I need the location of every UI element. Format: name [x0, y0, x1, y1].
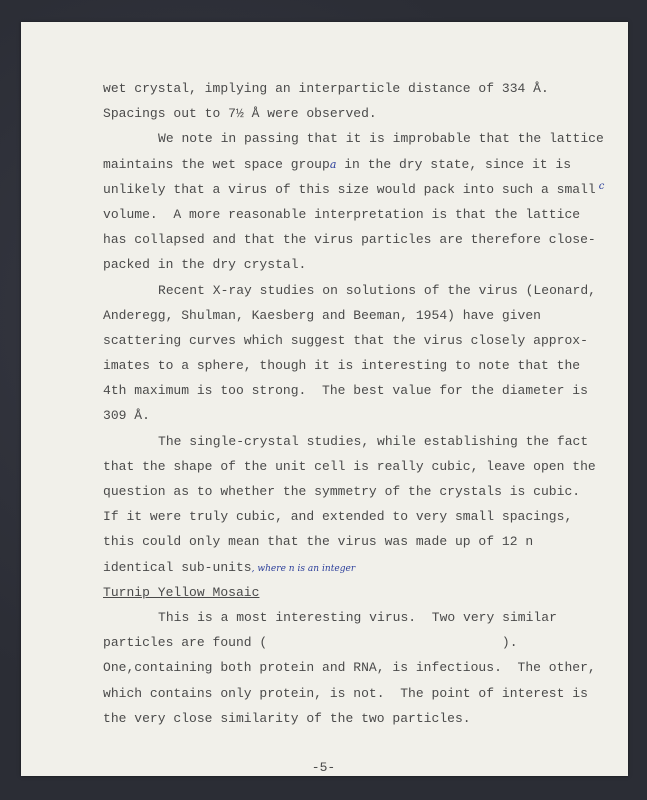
line-text: The single-crystal studies, while establishing the fact — [158, 433, 589, 449]
line-text: Anderegg, Shulman, Kaesberg and Beeman, 1954) have given — [103, 307, 541, 323]
line-text: If it were truly cubic, and extended to very small spacings, — [103, 509, 573, 525]
line-text: has collapsed and that the virus particles are therefore close- — [103, 232, 596, 248]
document-body — [103, 76, 613, 731]
line-text: unlikely that a virus of this size would pack into such a small — [103, 181, 596, 197]
line-text: We note in passing that it is improbable that the lattice — [158, 131, 604, 147]
text-line — [103, 126, 613, 151]
handwritten-correction: a — [329, 157, 337, 171]
section-heading — [103, 580, 613, 605]
text-line — [103, 303, 613, 328]
text-line — [103, 605, 613, 630]
line-text: This is a most interesting virus. Two very similar — [158, 609, 557, 625]
text-line — [103, 403, 613, 428]
text-line — [103, 706, 613, 731]
line-text-continued: in the dry state, since it is — [336, 156, 572, 172]
line-text: One,containing both protein and RNA, is infectious. The other, — [103, 660, 596, 676]
line-text: particles are found ( ). — [103, 635, 518, 651]
line-text: scattering curves which suggest that the virus closely approx- — [103, 332, 588, 348]
text-line — [103, 454, 613, 479]
text-line — [103, 202, 613, 227]
text-line — [103, 328, 613, 353]
text-line — [103, 479, 613, 504]
line-text: the very close similarity of the two particles. — [103, 710, 471, 726]
handwritten-annotation: , where n is an integer — [251, 563, 356, 574]
line-text: 4th maximum is too strong. The best value for the diameter is — [103, 383, 588, 399]
text-line — [103, 655, 613, 680]
line-text: wet crystal, implying an interparticle distance of 334 Å. — [103, 81, 549, 96]
line-text: volume. A more reasonable interpretation is that the lattice — [103, 206, 581, 222]
text-line — [103, 177, 613, 202]
text-line — [103, 378, 613, 403]
line-text: Spacings out to 7½ Å were observed. — [103, 106, 377, 122]
text-line — [103, 152, 613, 177]
line-text: question as to whether the symmetry of the crystals is cubic. — [103, 484, 581, 499]
text-line — [103, 504, 613, 529]
line-text: that the shape of the unit cell is really cubic, leave open the — [103, 458, 596, 474]
text-line — [103, 227, 613, 252]
text-line — [103, 252, 613, 277]
line-text: Turnip Yellow Mosaic — [103, 584, 260, 600]
handwritten-correction: c — [598, 180, 605, 192]
line-text: this could only mean that the virus was made up of 12 n — [103, 534, 534, 550]
text-line — [103, 278, 613, 303]
line-text: which contains only protein, is not. The point of interest is — [103, 685, 588, 701]
text-line — [103, 76, 613, 101]
line-text: Recent X-ray studies on solutions of the virus (Leonard, — [158, 282, 596, 298]
text-line — [103, 353, 613, 378]
text-line — [103, 630, 613, 655]
line-text: identical sub-units — [103, 559, 252, 575]
text-line — [103, 101, 613, 126]
text-line — [103, 529, 613, 554]
text-line — [103, 555, 613, 580]
line-text: packed in the dry crystal. — [103, 257, 307, 273]
line-text: maintains the wet space group — [103, 156, 330, 172]
line-text: imates to a sphere, though it is interesting to note that the — [103, 358, 581, 374]
text-line — [103, 681, 613, 706]
text-line — [103, 429, 613, 454]
line-text: 309 Å. — [103, 408, 150, 424]
page-number: -5- — [311, 760, 336, 775]
